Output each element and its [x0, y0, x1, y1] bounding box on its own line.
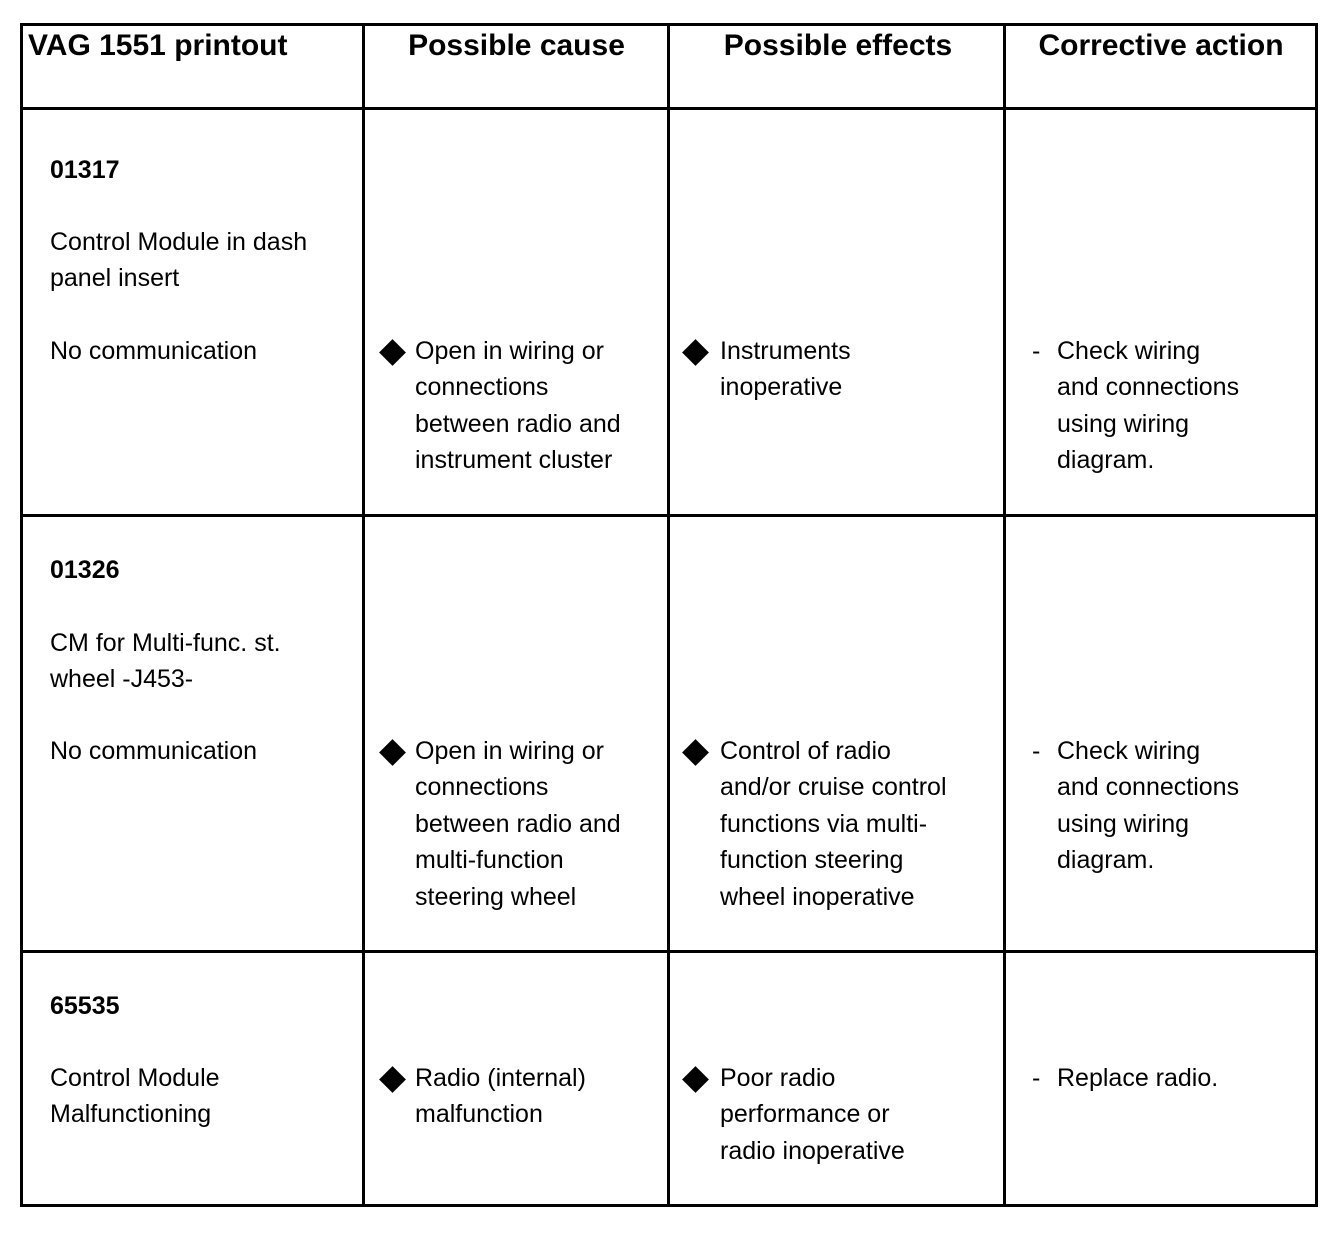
possible-cause: Radio (internal) malfunction [415, 1064, 586, 1129]
row-divider [20, 950, 1318, 953]
corrective-action: Check wiring and connections using wiring diagram. [1057, 337, 1240, 475]
corrective-action: Check wiring and connections using wiring diagram. [1057, 737, 1240, 875]
diamond-bullet-icon [682, 1066, 709, 1093]
row-divider [20, 514, 1318, 517]
table-border [20, 23, 23, 1207]
diamond-bullet-icon [379, 1066, 406, 1093]
possible-effect: Poor radio performance or radio inoperative [720, 1064, 905, 1165]
diamond-bullet-icon [379, 339, 406, 366]
dash-bullet: - [1032, 1064, 1041, 1092]
diamond-bullet-icon [379, 739, 406, 766]
header-effects: Possible effects [723, 29, 953, 62]
header-cause: Possible cause [408, 29, 625, 62]
corrective-action: Replace radio. [1057, 1064, 1219, 1092]
fault-code: 01317 [50, 156, 120, 184]
table-border [1315, 23, 1318, 1207]
possible-cause: Open in wiring or connections between radio and instrument cluster [415, 337, 621, 475]
header-action: Corrective action [1038, 29, 1284, 62]
dash-bullet: - [1032, 737, 1041, 765]
diamond-bullet-icon [682, 339, 709, 366]
fault-description: Control Module Malfunctioning [50, 1064, 220, 1129]
header-printout: VAG 1551 printout [28, 29, 288, 62]
fault-status: No communication [50, 737, 258, 765]
table-border [20, 1204, 1318, 1207]
row-divider [20, 107, 1318, 110]
fault-description: Control Module in dash panel insert [50, 228, 308, 293]
column-divider [667, 23, 670, 1207]
dash-bullet: - [1032, 337, 1041, 365]
column-divider [1003, 23, 1006, 1207]
fault-status: No communication [50, 337, 258, 365]
possible-effect: Control of radio and/or cruise control functions via multi- function steering wheel inoperative [720, 737, 947, 911]
fault-code: 01326 [50, 556, 120, 584]
column-divider [362, 23, 365, 1207]
possible-effect: Instruments inoperative [720, 337, 851, 402]
fault-code: 65535 [50, 992, 120, 1020]
fault-description: CM for Multi-func. st. wheel -J453- [50, 629, 281, 694]
diamond-bullet-icon [682, 739, 709, 766]
possible-cause: Open in wiring or connections between radio and multi-function steering wheel [415, 737, 621, 911]
